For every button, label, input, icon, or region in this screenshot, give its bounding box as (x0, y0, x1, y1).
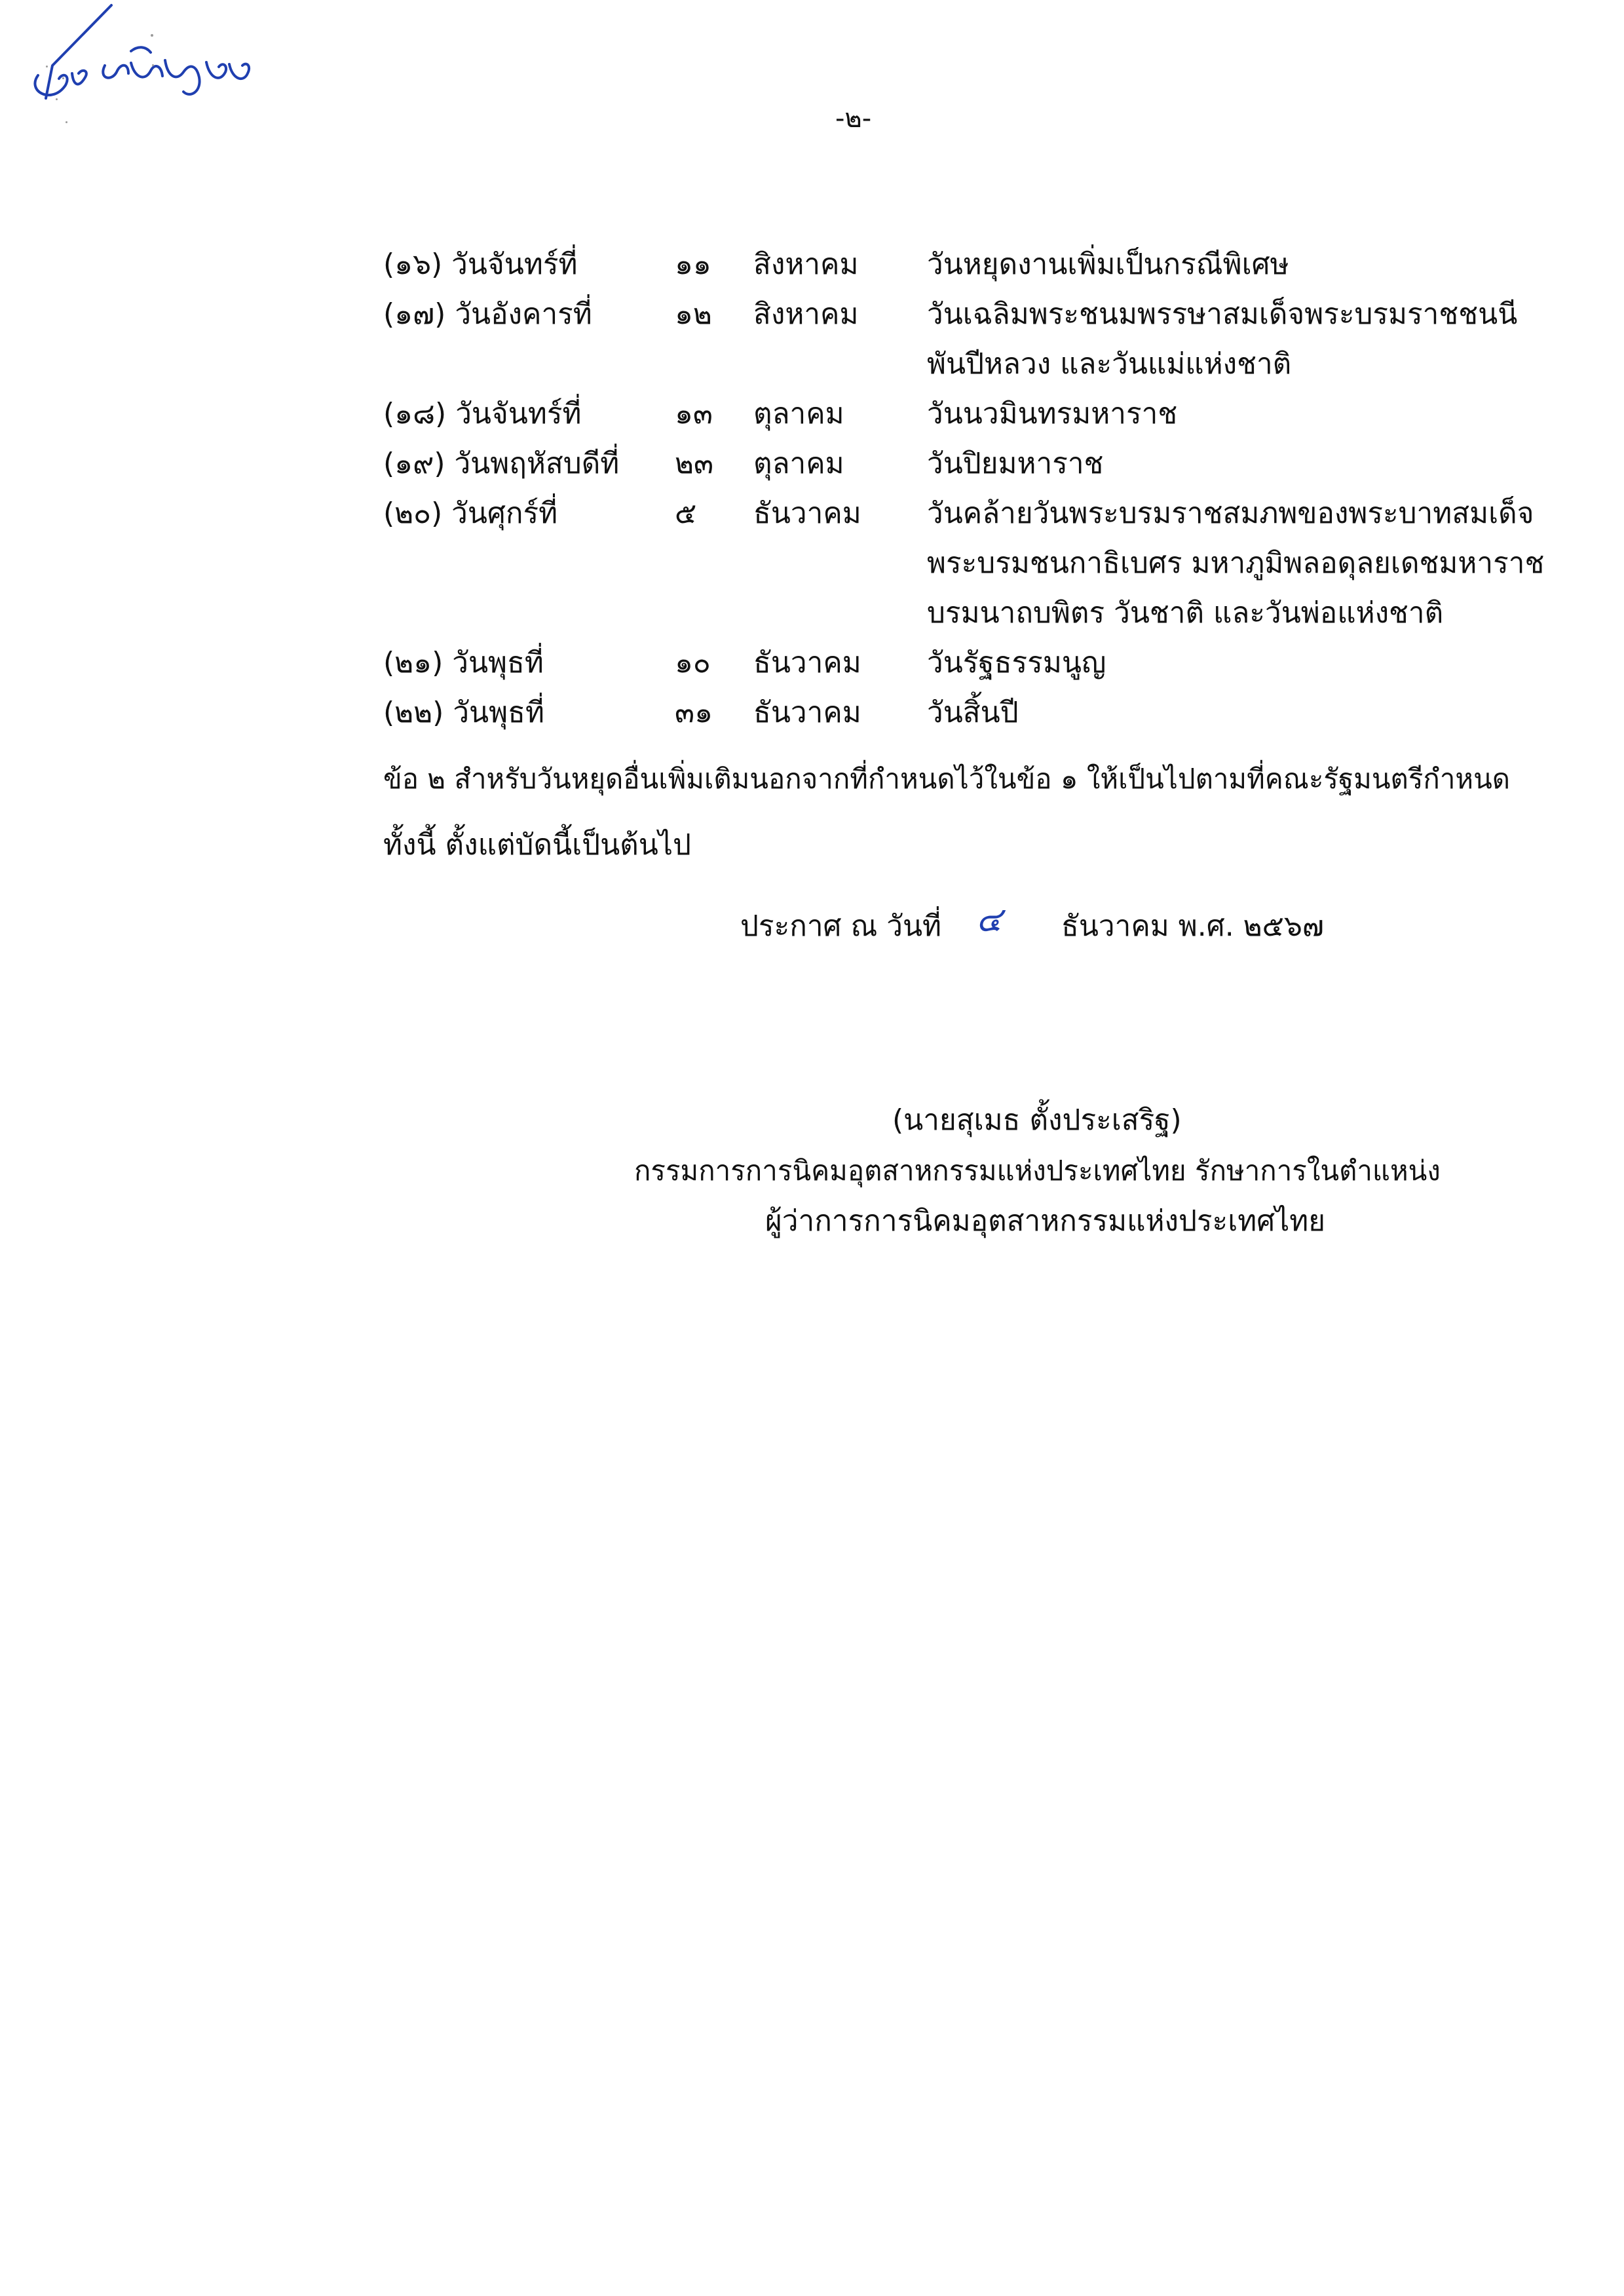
holiday-18-month: ตุลาคม (753, 397, 844, 430)
holiday-16-no: (๑๖) วันจันทร์ที่ (383, 248, 578, 281)
holiday-22-day: ๓๑ (675, 696, 713, 729)
holiday-21-day: ๑๐ (675, 646, 711, 679)
announce-prefix: ประกาศ ณ วันที่ (740, 909, 942, 943)
holiday-22-no: (๒๒) วันพุธที่ (383, 696, 544, 729)
holiday-17-no: (๑๗) วันอังคารที่ (383, 297, 592, 331)
holiday-20-name-line1: วันคล้ายวันพระบรมราชสมภพของพระบาทสมเด็จ (927, 497, 1534, 530)
holiday-20-month: ธันวาคม (753, 497, 861, 530)
holiday-17-name-line2: พันปีหลวง และวันแม่แห่งชาติ (927, 347, 1292, 381)
holiday-18-name: วันนวมินทรมหาราช (927, 397, 1178, 430)
holiday-20-name-line2: พระบรมชนกาธิเบศร มหาภูมิพลอดุลยเดชมหาราช (927, 546, 1545, 580)
announce-suffix: ธันวาคม พ.ศ. ๒๕๖๗ (1061, 909, 1324, 943)
holiday-19-month: ตุลาคม (753, 447, 844, 480)
page-number: -๒- (835, 104, 872, 134)
holiday-21-no: (๒๑) วันพุธที่ (383, 646, 544, 679)
handwritten-signature (0, 0, 262, 118)
effective-clause: ทั้งนี้ ตั้งแต่บัดนี้เป็นต้นไป (383, 828, 691, 862)
signer-position-line2: ผู้ว่าการการนิคมอุตสาหกรรมแห่งประเทศไทย (765, 1204, 1326, 1238)
holiday-19-day: ๒๓ (675, 447, 714, 480)
holiday-17-name-line1: วันเฉลิมพระชนมพรรษาสมเด็จพระบรมราชชนนี (927, 297, 1518, 331)
announce-day-handwritten: ๔ (976, 900, 1002, 940)
holiday-16-month: สิงหาคม (753, 248, 859, 281)
holiday-22-month: ธันวาคม (753, 696, 861, 729)
holiday-21-month: ธันวาคม (753, 646, 861, 679)
holiday-20-name-line3: บรมนาถบพิตร วันชาติ และวันพ่อแห่งชาติ (927, 596, 1444, 630)
holiday-18-day: ๑๓ (675, 397, 713, 430)
holiday-22-name: วันสิ้นปี (927, 696, 1019, 729)
signer-name: (นายสุเมธ ตั้งประเสริฐ) (892, 1103, 1182, 1137)
holiday-17-month: สิงหาคม (753, 297, 859, 331)
holiday-19-name: วันปิยมหาราช (927, 447, 1104, 480)
holiday-19-no: (๑๙) วันพฤหัสบดีที่ (383, 447, 620, 480)
holiday-20-no: (๒๐) วันศุกร์ที่ (383, 497, 558, 530)
holiday-16-day: ๑๑ (675, 248, 711, 281)
holiday-16-name: วันหยุดงานเพิ่มเป็นกรณีพิเศษ (927, 248, 1289, 281)
clause-2: ข้อ ๒ สำหรับวันหยุดอื่นเพิ่มเติมนอกจากที่กำหนดไว้ในข้อ ๑ ให้เป็นไปตามที่คณะรัฐมนตรีกำหนด (383, 763, 1511, 795)
holiday-18-no: (๑๘) วันจันทร์ที่ (383, 397, 582, 430)
holiday-17-day: ๑๒ (675, 297, 712, 331)
holiday-21-name: วันรัฐธรรมนูญ (927, 646, 1106, 679)
signer-position-line1: กรรมการการนิคมอุตสาหกรรมแห่งประเทศไทย รักษาการในตำแหน่ง (634, 1155, 1441, 1187)
holiday-20-day: ๕ (675, 497, 697, 530)
